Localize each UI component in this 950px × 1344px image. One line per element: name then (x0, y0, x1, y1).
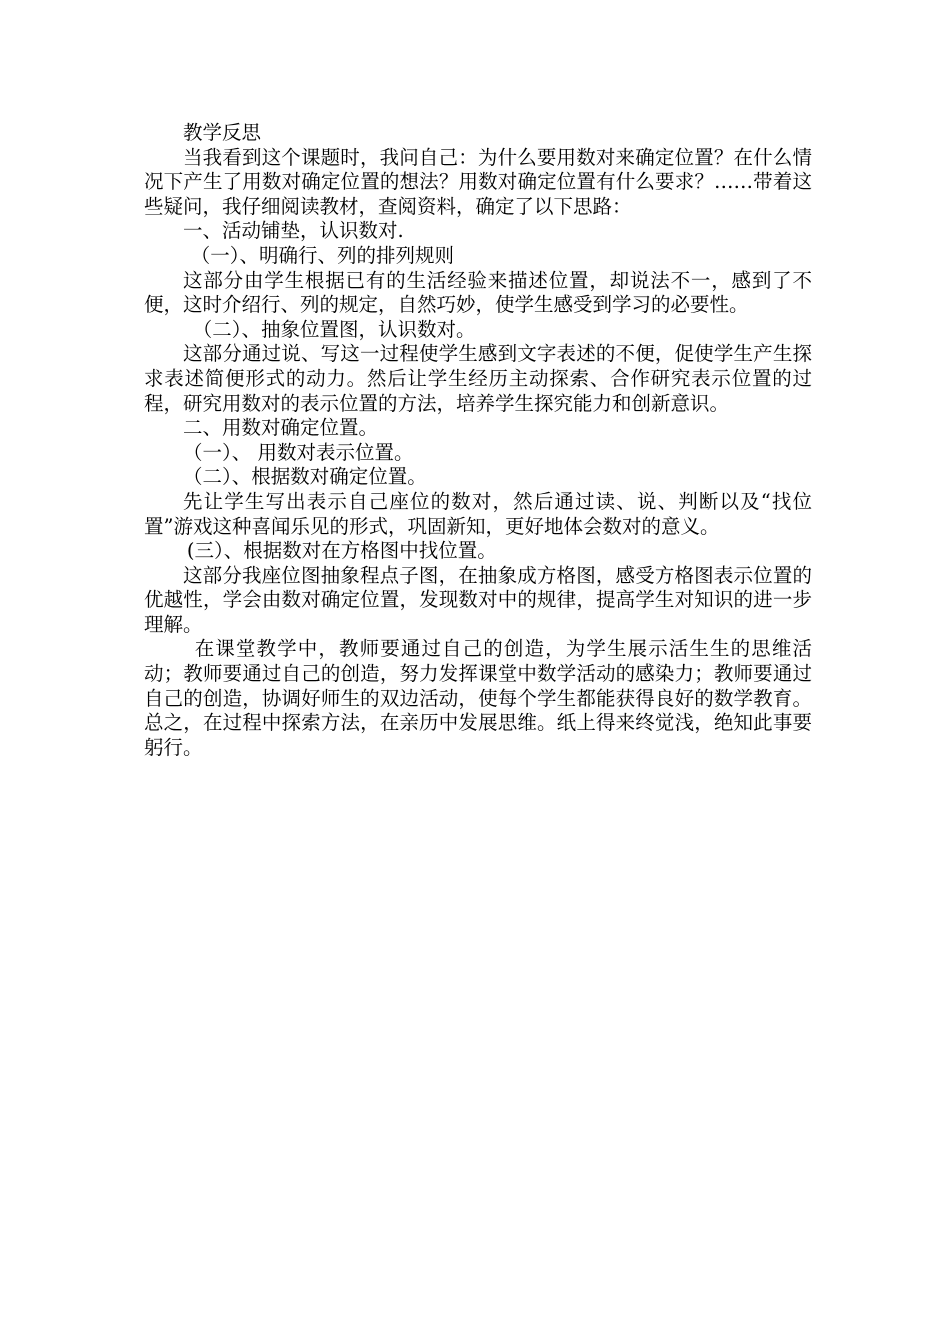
section-heading-1: 一、活动铺垫，认识数对. (183, 219, 404, 243)
document-body (144, 121, 812, 760)
subsection-heading-1-1: （一）、明确行、列的排列规则 (190, 243, 455, 267)
body-paragraph-1-2: 这部分通过说、写这一过程使学生感到文字表述的不便，促使学生产生探求表述简便形式的动力。然后让学生经历主动探索、合作研究表示位置的过程，研究用数对的表示位置的方法，培养学生探究能力和创新意识。 (144, 342, 812, 415)
body-paragraph-2-2: 先让学生写出表示自己座位的数对，然后通过读、说、判断以及“找位置”游戏这种喜闻乐见的形式，巩固新知，更好地体会数对的意义。 (144, 489, 812, 538)
section-heading-2: 二、用数对确定位置。 (183, 416, 379, 440)
intro-paragraph: 当我看到这个课题时，我问自己：为什么要用数对来确定位置？在什么情况下产生了用数对确定位置的想法？用数对确定位置有什么要求？……带着这些疑问，我仔细阅读教材，查阅资料，确定了以下思路： (144, 145, 812, 218)
body-paragraph-1-1: 这部分由学生根据已有的生活经验来描述位置，却说法不一，感到了不便，这时介绍行、列的规定，自然巧妙，使学生感受到学习的必要性。 (144, 268, 812, 317)
subsection-heading-2-3: (三）、根据数对在方格图中找位置。 (186, 539, 497, 563)
body-paragraph-2-3: 这部分我座位图抽象程点子图，在抽象成方格图，感受方格图表示位置的优越性，学会由数对确定位置，发现数对中的规律，提高学生对知识的进一步理解。 (144, 563, 812, 636)
subsection-heading-2-1: （一）、 用数对表示位置。 (183, 440, 414, 464)
subsection-heading-1-2: （二）、抽象位置图，认识数对。 (192, 317, 476, 341)
conclusion-paragraph: 在课堂教学中，教师要通过自己的创造，为学生展示活生生的思维活动；教师要通过自己的创造，努力发挥课堂中数学活动的感染力；教师要通过自己的创造，协调好师生的双边活动，使每个学生都能获得良好的数学教育。总之，在过程中探索方法，在亲历中发展思维。纸上得来终觉浅，绝知此事要躬行。 (144, 637, 812, 759)
subsection-heading-2-2: （二）、根据数对确定位置。 (183, 465, 427, 489)
document-title: 教学反思 (183, 121, 262, 144)
